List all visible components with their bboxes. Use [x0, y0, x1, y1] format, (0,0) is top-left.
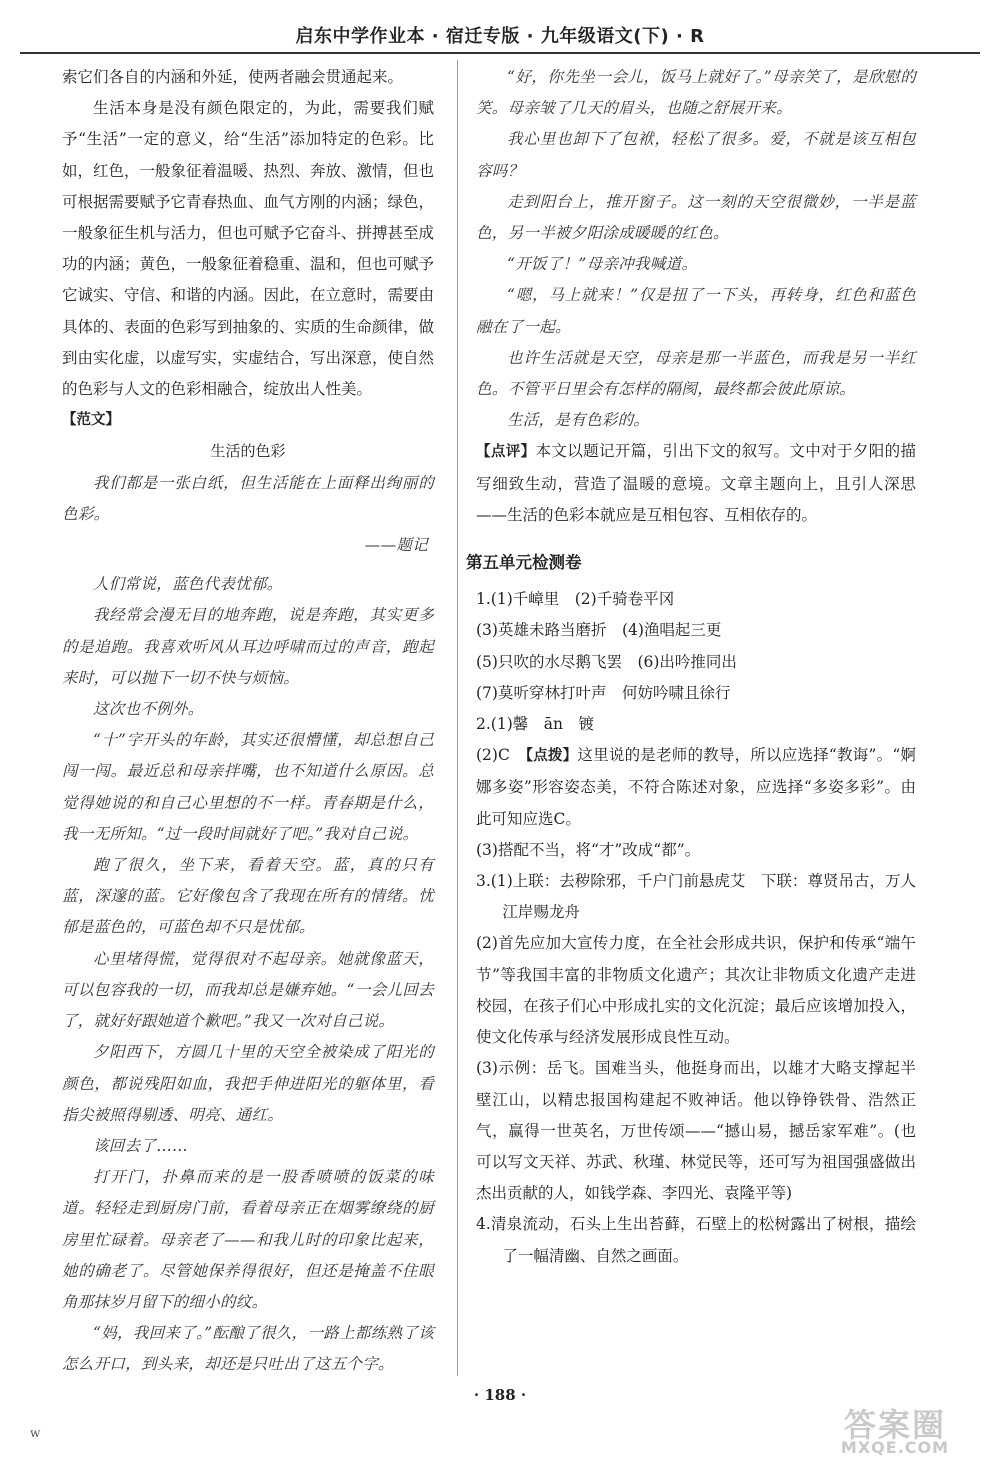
essay-paragraph: 跑了很久，坐下来，看着天空。蓝，真的只有蓝，深邃的蓝。它好像包含了我现在所有的情绪。忧郁是蓝色的，可蓝色却不只是忧郁。: [62, 856, 434, 937]
right-column: [466, 62, 917, 1272]
essay-paragraph: 这次也不例外。: [93, 700, 204, 719]
essay-paragraph: 我经常会漫无目的地奔跑，说是奔跑，其实更多的是追跑。我喜欢听风从耳边呼啸而过的声音，跑起来时，可以抛下一切不快与烦恼。: [62, 606, 434, 687]
hint-tag: 【点拨】: [525, 748, 578, 765]
essay-paragraph: “开饭了！”母亲冲我喊道。: [507, 255, 698, 274]
unit-test-title: 第五单元检测卷: [466, 553, 582, 573]
answer-line: (3)示例：岳飞。国难当头，他挺身而出，以雄才大略支撑起半壁江山，以精忠报国构建起不败神话。他以铮铮铁骨、浩然正气，赢得一世英名，万世传颂——“撼山易，撼岳家军难”。(也可以写文天祥、苏武、秋瑾、林觉民等，还可写为祖国强盛做出杰出贡献的人，如钱学森、李四光、袁隆平等): [476, 1059, 916, 1203]
comment-text: 本文以题记开篇，引出下文的叙写。文中对于夕阳的描写细致生动，营造了温暖的意境。文章主题向上，且引人深思——生活的色彩本就应是互相包容、互相依存的。: [476, 442, 916, 524]
epigraph-signature: ——题记: [364, 536, 428, 555]
watermark-domain: MXQE.COM: [840, 1438, 950, 1457]
answer-line: 1.(1)千嶂里 (2)千骑卷平冈: [476, 590, 675, 609]
answer-line: (7)莫听穿林打叶声 何妨吟啸且徐行: [476, 683, 731, 702]
essay-title: 生活的色彩: [210, 442, 286, 461]
paragraph: 生活本身是没有颜色限定的，为此，需要我们赋予“生活”一定的意义，给“生活”添加特定的色彩。比如，红色，一般象征着温暖、热烈、奔放、激情，但也可根据需要赋予它青春热血、血气方刚的内涵；绿色，一般象征生机与活力，但也可赋予它奋斗、拼搏甚至成功的内涵；黄色，一般象征着稳重、温和，但也可赋予它诚实、守信、和谐的内涵。因此，在立意时，需要由具体的、表面的色彩写到抽象的、实质的生命颜律，做到由实化虚，以虚写实，实虚结合，写出深意，使自然的色彩与人文的色彩相融合，绽放出人性美。: [62, 99, 435, 399]
epigraph: 我们都是一张白纸，但生活能在上面释出绚丽的色彩。: [62, 473, 434, 523]
essay-paragraph: “十”字开头的年龄，其实还很懵懂，却总想自己闯一闯。最近总和母亲拌嘴，也不知道什么原因。总觉得她说的和自己心里想的不一样。青春期是什么，我一无所知。“过一段时间就好了吧。”我对自己说。: [62, 731, 434, 843]
header-title: 启东中学作业本 · 宿迁专版 · 九年级语文(下) · R: [295, 26, 705, 47]
essay-paragraph: 心里堵得慌，觉得很对不起母亲。她就像蓝天，可以包容我的一切，而我却总是嫌弃她。“一会儿回去了，就好好跟她道个歉吧。”我又一次对自己说。: [62, 949, 434, 1031]
answer-line: (3)搭配不当，将“才”改成“都”。: [476, 840, 701, 859]
answer-line: [476, 740, 916, 835]
essay-paragraph: 夕阳西下，方圆几十里的天空全被染成了阳光的颜色，都说残阳如血，我把手伸进阳光的躯体里，看指尖被照得剔透、明亮、通红。: [62, 1043, 434, 1124]
essay-paragraph: 人们常说，蓝色代表忧郁。: [93, 575, 283, 594]
comment-block: [476, 436, 916, 531]
answer-line: (2)首先应加大宣传力度，在全社会形成共识，保护和传承“端午节”等我国丰富的非物质文化遗产；其次让非物质文化遗产走进校园，在孩子们心中形成扎实的文化沉淀；最后应该增加投入，使文化传承与经济发展形成良性互动。: [476, 934, 916, 1047]
answer-line: (5)只吹的水尽鹅飞罢 (6)出吟推同出: [476, 652, 737, 671]
answer-line: (3)英雄未路当磨折 (4)渔唱起三更: [476, 621, 722, 640]
header-rule: [20, 52, 980, 54]
answer-line: 2.(1)馨 ān 镀: [476, 715, 594, 734]
essay-paragraph: 生活，是有色彩的。: [507, 411, 650, 430]
watermark-text: 答案圈: [843, 1406, 946, 1444]
essay-paragraph: 走到阳台上，推开窗子。这一刻的天空很微妙，一半是蓝色，另一半被夕阳涂成暖暖的红色。: [476, 192, 916, 243]
paragraph: 索它们各自的内涵和外延，使两者融会贯通起来。: [62, 68, 404, 86]
watermark-logo: [800, 1400, 990, 1458]
answer-line: 4.清泉流动，石头上生出苔藓，石壁上的松树露出了树根，描绘了一幅清幽、自然之画面。: [476, 1215, 916, 1265]
left-column: [62, 62, 434, 1381]
essay-paragraph: “妈，我回来了。”酝酿了很久，一路上都练熟了该怎么开口，到头来，却还是只吐出了这五个字。: [62, 1324, 434, 1374]
page-number: · 188 ·: [473, 1386, 527, 1404]
answer-line: 3.(1)上联：去秽除邪，千户门前悬虎艾 下联：尊贤吊古，万人江岸赐龙舟: [476, 872, 916, 922]
answer-choice: (2)C: [476, 746, 526, 765]
section-tag-fanwen: 【范文】: [62, 412, 120, 429]
essay-paragraph: 打开门，扑鼻而来的是一股香喷喷的饭菜的味道。轻轻走到厨房门前，看着母亲正在烟雾缭绕的厨房里忙碌着。母亲老了——和我儿时的印象比起来，她的确老了。尽管她保养得很好，但还是掩盖不住眼角那抹岁月留下的细小的纹。: [62, 1168, 434, 1311]
comment-tag: 【点评】: [476, 444, 536, 461]
essay-paragraph: 也许生活就是天空，母亲是那一半蓝色，而我是另一半红色。不管平日里会有怎样的隔阂，最终都会彼此原谅。: [476, 348, 916, 399]
essay-paragraph: “好，你先坐一会儿，饭马上就好了。”母亲笑了，是欣慰的笑。母亲皱了几天的眉头，也随之舒展开来。: [476, 68, 916, 118]
corner-mark: w: [30, 1426, 41, 1440]
essay-paragraph: 该回去了……: [93, 1136, 188, 1155]
column-divider: [457, 60, 458, 1376]
essay-paragraph: “嗯，马上就来！”仅是扭了一下头，再转身，红色和蓝色融在了一起。: [476, 286, 916, 336]
essay-paragraph: 我心里也卸下了包袱，轻松了很多。爱，不就是该互相包容吗？: [476, 130, 916, 180]
page-header: [0, 0, 1000, 52]
hint-text: 这里说的是老师的教导，所以应选择“教诲”。“婀娜多姿”形容姿态美，不符合陈述对象，应选择“多姿多彩”。由此可知应选C。: [476, 746, 917, 828]
